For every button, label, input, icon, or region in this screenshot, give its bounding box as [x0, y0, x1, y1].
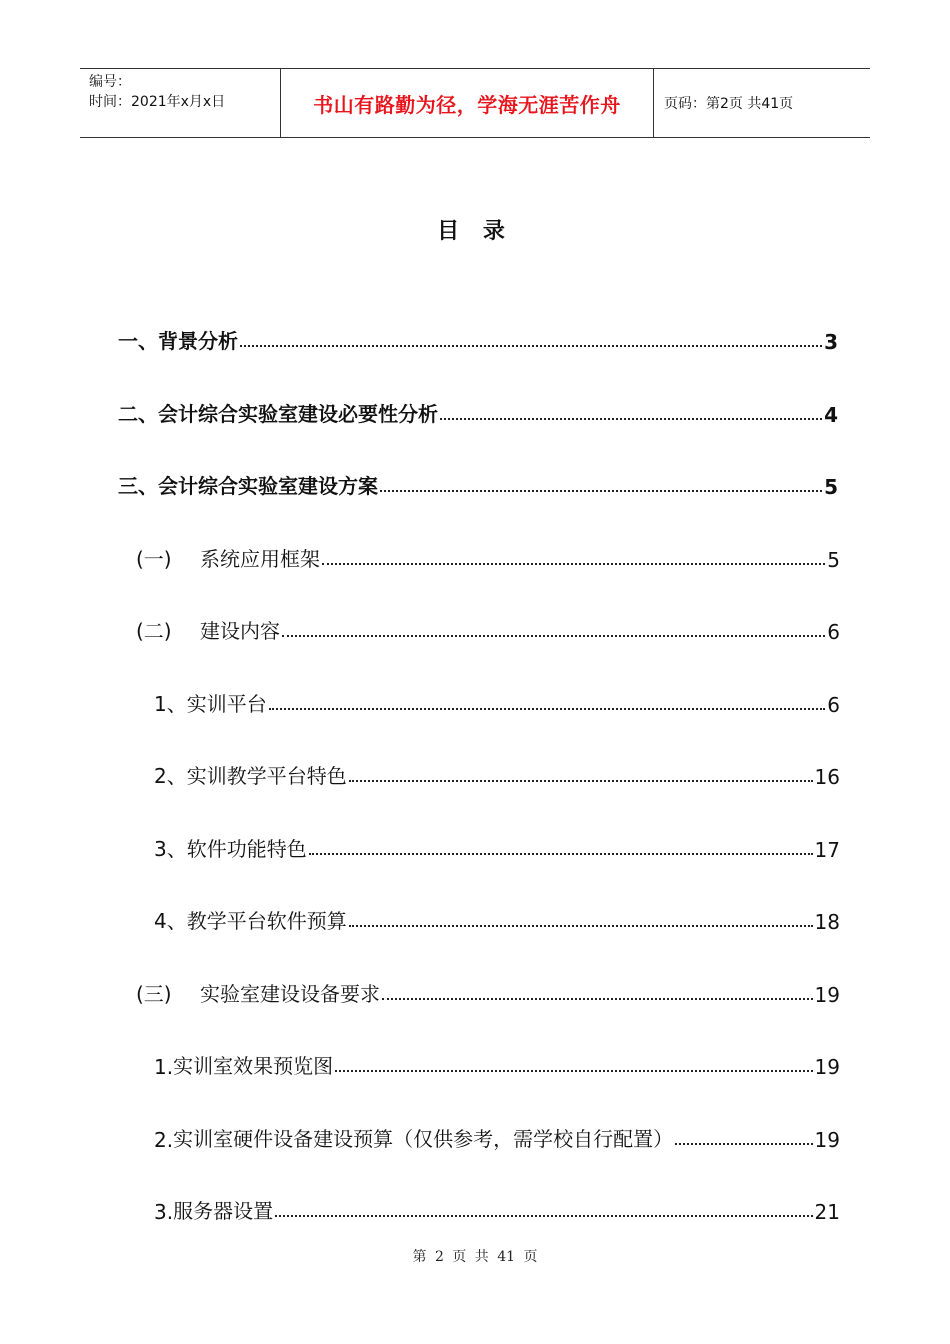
toc-leader-dots — [322, 562, 825, 565]
toc-entry-number: 3. — [154, 1200, 174, 1224]
toc-entry-number: (一) — [136, 547, 172, 571]
toc-entry[interactable] — [136, 604, 840, 644]
page-footer: 第 2 页 共 41 页 — [412, 1249, 538, 1265]
toc-entry-text: 实训室效果预览图 — [173, 1054, 334, 1078]
toc-entry-number: 1. — [154, 1055, 174, 1079]
toc-entry-text: 会计综合实验室建设方案 — [158, 474, 378, 498]
toc-entry-number: 3、 — [154, 837, 187, 861]
toc-entry-text: 实训平台 — [186, 692, 267, 716]
toc-entry-page: 6 — [827, 693, 840, 717]
toc-entry[interactable] — [154, 1039, 840, 1079]
toc-entry-number: 2. — [154, 1128, 174, 1152]
toc-entry-text: 软件功能特色 — [186, 837, 307, 861]
toc-entry-page: 19 — [814, 983, 840, 1007]
toc-entry-number: (二) — [136, 619, 172, 643]
toc-leader-dots — [380, 489, 822, 492]
toc-entry-page: 6 — [827, 620, 840, 644]
toc-entry[interactable] — [154, 822, 840, 862]
toc-leader-dots — [269, 707, 826, 710]
toc-leader-dots — [309, 852, 813, 855]
page-header — [80, 68, 870, 138]
toc-entry[interactable] — [118, 387, 838, 427]
toc-entry-text: 实验室建设设备要求 — [200, 982, 380, 1006]
toc-entry-text: 会计综合实验室建设必要性分析 — [158, 402, 438, 426]
toc-entry-text: 背景分析 — [158, 329, 238, 353]
toc-leader-dots — [440, 417, 822, 420]
toc-entry[interactable] — [154, 1184, 840, 1224]
toc-entry[interactable] — [154, 894, 840, 934]
toc-entry-page: 16 — [814, 765, 840, 789]
toc-entry-page: 4 — [824, 403, 838, 427]
toc-entry-page: 19 — [814, 1128, 840, 1152]
toc-entry-number: 2、 — [154, 764, 187, 788]
toc-entry[interactable] — [154, 677, 840, 717]
header-motto-cell — [281, 69, 654, 137]
toc-entry[interactable] — [118, 459, 838, 499]
toc-entry-number: (三) — [136, 982, 172, 1006]
toc-leader-dots — [675, 1142, 812, 1145]
toc-entry-number: 4、 — [154, 909, 187, 933]
toc-entry-text: 实训室硬件设备建设预算（仅供参考，需学校自行配置） — [173, 1127, 674, 1151]
toc-entry[interactable] — [118, 314, 838, 354]
toc-entry-number: 1、 — [154, 692, 187, 716]
toc-entry-page: 3 — [824, 330, 838, 354]
header-motto: 书山有路勤为径，学海无涯苦作舟 — [313, 92, 621, 117]
toc-leader-dots — [275, 1214, 812, 1217]
toc-entry-number: 三、 — [118, 474, 158, 498]
toc-entry-page: 17 — [814, 838, 840, 862]
toc-leader-dots — [335, 1069, 812, 1072]
toc-leader-dots — [349, 779, 813, 782]
toc-entry-number: 二、 — [118, 402, 158, 426]
doc-number-label: 编号： — [89, 74, 131, 90]
toc-leader-dots — [282, 634, 825, 637]
toc-entry[interactable] — [136, 532, 840, 572]
doc-time-label: 时间：2021年x月x日 — [89, 94, 226, 110]
toc-entry-page: 19 — [814, 1055, 840, 1079]
toc-leader-dots — [382, 997, 813, 1000]
toc-entry-page: 21 — [814, 1200, 840, 1224]
toc-leader-dots — [240, 344, 822, 347]
toc-entry-text: 系统应用框架 — [200, 547, 320, 571]
toc-entry-page: 18 — [814, 910, 840, 934]
toc-entry[interactable] — [136, 967, 840, 1007]
toc-entry-number: 一、 — [118, 329, 158, 353]
toc-entry-page: 5 — [824, 475, 838, 499]
toc-leader-dots — [349, 924, 813, 927]
header-page-cell — [654, 69, 870, 137]
toc-entry[interactable] — [154, 749, 840, 789]
toc-entry-page: 5 — [827, 548, 840, 572]
toc-entry-text: 建设内容 — [200, 619, 280, 643]
header-meta — [80, 69, 281, 137]
toc-title: 目 录 — [437, 219, 513, 244]
toc-entry-text: 服务器设置 — [173, 1199, 274, 1223]
toc-entry[interactable] — [154, 1112, 840, 1152]
header-page-info: 页码：第2页 共41页 — [664, 96, 794, 112]
toc-entry-text: 实训教学平台特色 — [186, 764, 347, 788]
toc-entry-text: 教学平台软件预算 — [186, 909, 347, 933]
